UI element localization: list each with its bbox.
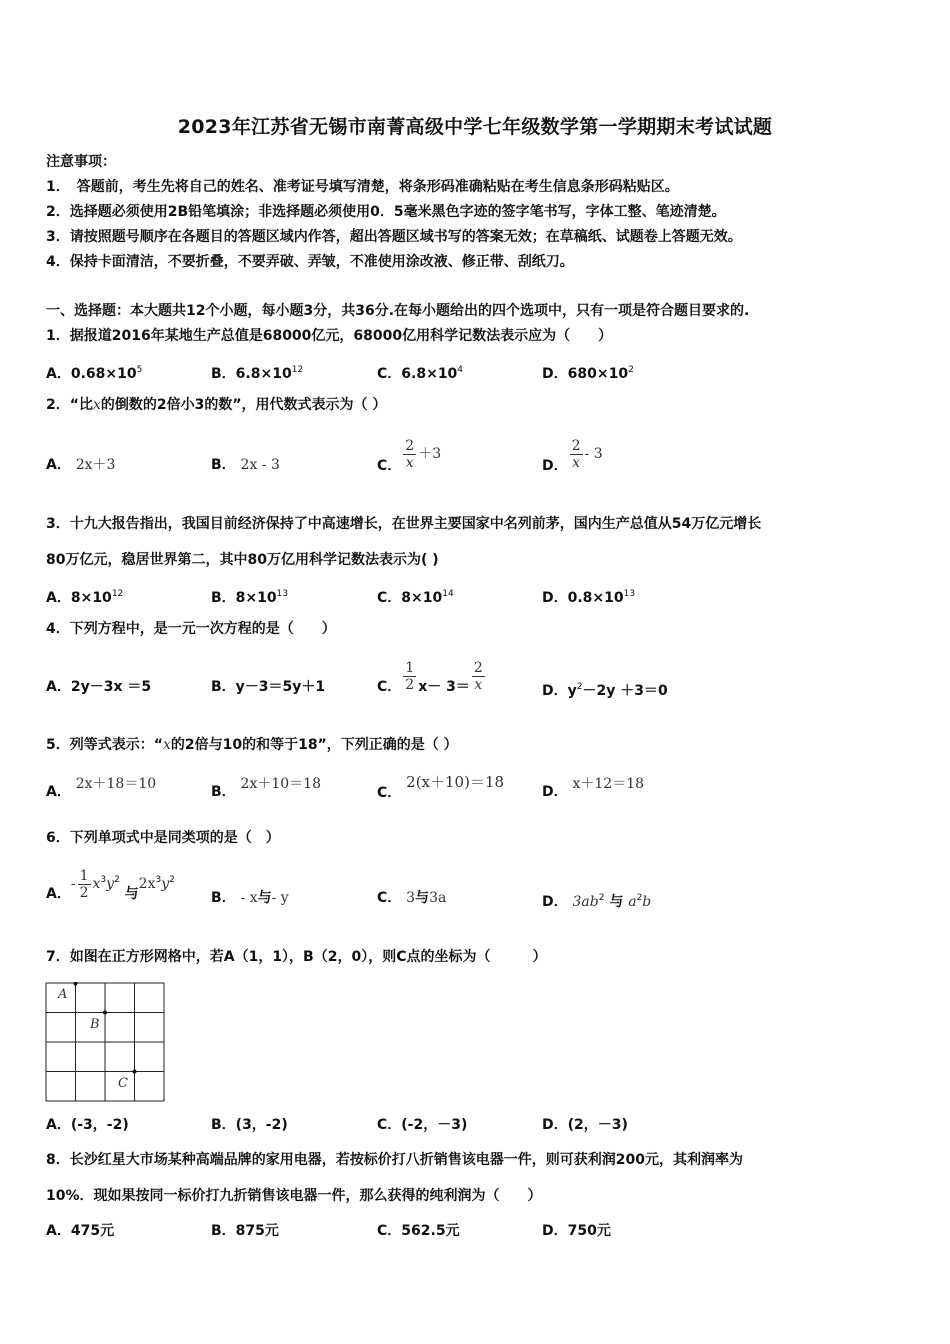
q8-option-c[interactable]: C．562.5元 — [377, 1223, 460, 1239]
notice-heading: 注意事项： — [46, 154, 116, 170]
q2-option-b[interactable]: B． 2x - 3 — [211, 457, 280, 473]
q6-option-d[interactable]: D． $3ab^2$ 与 $a^2b$ — [542, 893, 652, 910]
q1-option-a[interactable]: A．$0.68\times 10^5$ — [46, 365, 143, 382]
q2-option-a[interactable]: A． 2x＋3 — [46, 457, 116, 473]
q6-option-c[interactable]: C． 3与3a — [377, 890, 447, 906]
q8-option-a[interactable]: A．475元 — [46, 1223, 115, 1239]
notice-item-2: 2．选择题必须使用2B铅笔填涂；非选择题必须使用0．5毫米黑色字迹的签字笔书写，字体工整、笔迹清楚。 — [46, 204, 726, 220]
point-a-label: A — [58, 987, 68, 1002]
q4-option-a[interactable]: A．2y－3x ＝5 — [46, 679, 152, 695]
point-b-label: B — [90, 1017, 100, 1032]
q4-option-d[interactable]: D．$y^2-2y +3=0$ — [542, 682, 668, 699]
q5-option-c[interactable]: C． 2(x＋10)＝18 — [377, 773, 505, 801]
q1-option-c[interactable]: C．$6.8\times 10^4$ — [377, 365, 464, 382]
q5-option-d[interactable]: D． x＋12＝18 — [542, 776, 645, 800]
question-2-stem: 2．“比x的倒数的2倍小3的数”，用代数式表示为（ ） — [46, 397, 387, 413]
page-title: 2023年江苏省无锡市南菁高级中学七年级数学第一学期期末考试试题 — [177, 116, 773, 138]
q1-option-d[interactable]: D．$680\times 10^2$ — [542, 365, 634, 382]
q7-option-d[interactable]: D．(2，－3) — [542, 1117, 628, 1133]
q8-option-b[interactable]: B．875元 — [211, 1223, 279, 1239]
point-c-dot — [133, 1070, 137, 1074]
question-4-stem: 4．下列方程中，是一元一次方程的是（ ） — [46, 621, 336, 637]
point-a-dot — [74, 982, 78, 986]
question-7-stem: 7．如图在正方形网格中，若A（1，1），B（2，0），则C点的坐标为（ ） — [46, 949, 547, 965]
notice-item-3: 3．请按照题号顺序在各题目的答题区域内作答，超出答题区域书写的答案无效；在草稿纸、试题卷上答题无效。 — [46, 229, 742, 245]
q5-option-b[interactable]: B． 2x＋10＝18 — [211, 776, 321, 800]
q4-option-b[interactable]: B．y－3＝5y＋1 — [211, 679, 326, 695]
q6-option-a[interactable]: A．- $\frac{1}{2}$ $x^3y^2$ 与$2x^3y^2$ — [46, 867, 175, 902]
question-8-stem-line2: 10%．现如果按同一标价打九折销售该电器一件，那么获得的纯利润为（ ） — [46, 1188, 542, 1204]
point-c-label: C — [118, 1076, 128, 1091]
q3-option-b[interactable]: B．$8\times 10^{13}$ — [211, 589, 289, 606]
q1-option-b[interactable]: B．$6.8\times 10^{12}$ — [211, 365, 304, 382]
q5-option-a[interactable]: A． 2x＋18＝10 — [46, 776, 157, 800]
q6-option-b[interactable]: B． - x与- y — [211, 890, 289, 906]
question-5-stem: 5．列等式表示：“x的2倍与10的和等于18”，下列正确的是（ ） — [46, 737, 458, 753]
q3-option-a[interactable]: A．$8\times 10^{12}$ — [46, 589, 124, 606]
q3-option-c[interactable]: C．$8\times 10^{14}$ — [377, 589, 454, 606]
section-heading: 一、选择题：本大题共12个小题，每小题3分，共36分.在每小题给出的四个选项中，只有一项是符合题目要求的. — [46, 303, 750, 319]
question-6-stem: 6．下列单项式中是同类项的是（ ） — [46, 830, 280, 846]
question-8-stem-line1: 8．长沙红星大市场某种高端品牌的家用电器，若按标价打八折销售该电器一件，则可获利润200元，其利润率为 — [46, 1152, 743, 1168]
q2-option-c[interactable]: C． $\frac{2}{x}$ ＋3 — [377, 437, 442, 474]
q3-option-d[interactable]: D．$0.8\times 10^{13}$ — [542, 589, 636, 606]
q4-option-c[interactable]: C． $\frac{1}{2}$ x－ 3＝ $\frac{2}{x}$ — [377, 659, 483, 695]
q8-option-d[interactable]: D．750元 — [542, 1223, 611, 1239]
q2-option-d[interactable]: D． $\frac{2}{x}$ - 3 — [542, 437, 603, 474]
question-3-stem-line1: 3．十九大报告指出，我国目前经济保持了中高速增长，在世界主要国家中名列前茅，国内生产总值从54万亿元增长 — [46, 516, 762, 532]
q7-option-c[interactable]: C．(-2，－3) — [377, 1117, 468, 1133]
question-1-stem: 1．据报道2016年某地生产总值是68000亿元，68000亿用科学记数法表示应为（ ） — [46, 328, 613, 344]
question-3-stem-line2: 80万亿元，稳居世界第二，其中80万亿用科学记数法表示为( ) — [46, 552, 439, 568]
q7-option-a[interactable]: A．(-3，-2) — [46, 1117, 129, 1133]
q7-option-b[interactable]: B．(3，-2) — [211, 1117, 288, 1133]
square-grid-figure — [45, 982, 167, 1104]
notice-item-4: 4．保持卡面清洁，不要折叠，不要弄破、弄皱，不准使用涂改液、修正带、刮纸刀。 — [46, 254, 574, 270]
notice-item-1: 1． 答题前，考生先将自己的姓名、准考证号填写清楚，将条形码准确粘贴在考生信息条形码粘贴区。 — [46, 179, 679, 195]
point-b-dot — [103, 1011, 107, 1015]
